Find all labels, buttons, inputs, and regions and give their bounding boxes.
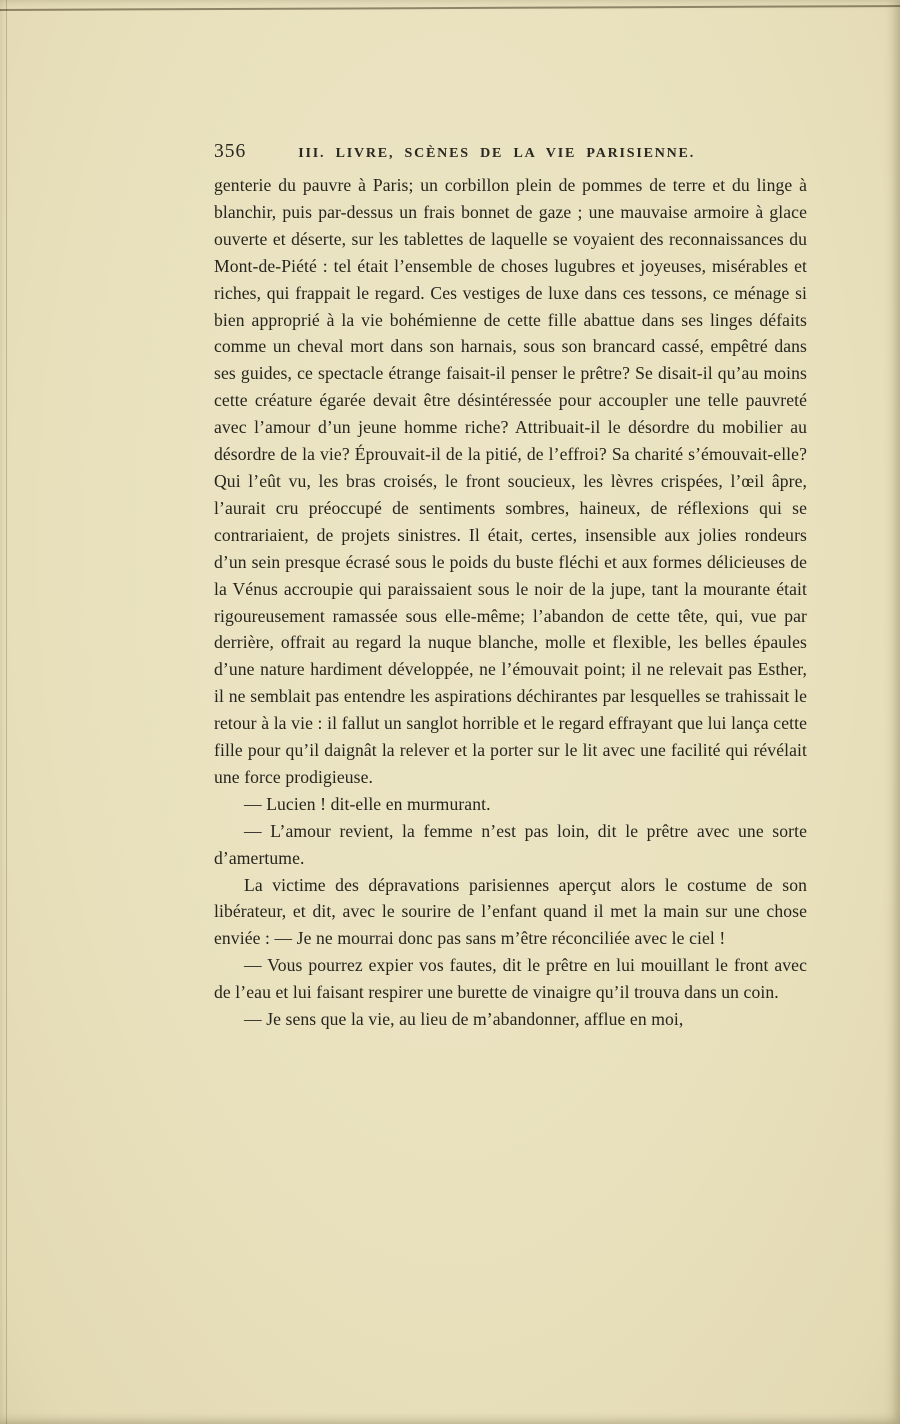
page-number: 356 (214, 141, 247, 162)
paragraph-victime: La victime des dépravations parisiennes aperçut alors le costume de son libérateur, et dit, avec le sourire de l’enfant quand il met la main sur une chose enviée : — Je ne mourrai donc pas sans m’être réconciliée avec le ciel ! (214, 874, 807, 949)
scan-edge-artifact-top (0, 5, 900, 11)
body-text (214, 172, 807, 1033)
paragraph-dialogue-pretre: — L’amour revient, la femme n’est pas loin, dit le prêtre avec une sorte d’amertume. (214, 820, 807, 868)
paragraph-dialogue-lucien: — Lucien ! dit-elle en murmurant. (244, 793, 491, 814)
scan-edge-artifact-left (6, 0, 7, 1424)
running-title: III. LIVRE, SCÈNES DE LA VIE PARISIENNE. (298, 146, 695, 161)
page-content (214, 141, 807, 1033)
paragraph-je-sens: — Je sens que la vie, au lieu de m’abandonner, afflue en moi, (244, 1009, 684, 1030)
paragraph-expier: — Vous pourrez expier vos fautes, dit le prêtre en lui mouillant le front avec de l’eau et lui faisant respirer une burette de vinaigre qu’il trouva dans un coin. (214, 955, 807, 1003)
page-header (214, 141, 807, 163)
paragraph-continuation: genterie du pauvre à Paris; un corbillon plein de pommes de terre et du linge à blanchir, puis par-dessus un frais bonnet de gaze ; une mauvaise armoire à glace ouverte et déserte, sur les tablettes de laquelle se voyaient des reconnaissances du Mont-de-Piété : tel était l’ensemble de choses lugubres et joyeuses, misérables et riches, qui frappait le regard. Ces vestiges de luxe dans ces tessons, ce ménage si bien approprié à la vie bohémienne de cette fille abattue dans ses linges défaits comme un cheval mort dans son harnais, sous son brancard cassé, empêtré dans ses guides, ce spectacle étrange faisait-il penser le prêtre? Se disait-il qu’au moins cette créature égarée devait être désintéressée pour accoupler une telle pauvreté avec l’amour d’un jeune homme riche? Attribuait-il le désordre du mobilier au désordre de la vie? Éprouvait-il de la pitié, de l’effroi? Sa charité s’émouvait-elle? Qui l’eût vu, les bras croisés, le front soucieux, les lèvres crispées, l’œil âpre, l’aurait cru préoccupé de sentiments sombres, haineux, de réflexions qui se contrariaient, de projets sinistres. Il était, certes, insensible aux jolies rondeurs d’un sein presque écrasé sous le poids du buste fléchi et aux formes délicieuses de la Vénus accroupie qui paraissaient sous le noir de la jupe, tant la mourante était rigoureusement ramassée sous elle-même; l’abandon de cette tête, qui, vue par derrière, offrait au regard la nuque blanche, molle et flexible, les belles épaules d’une nature hardiment développée, ne l’émouvait point; il ne relevait pas Esther, il ne semblait pas entendre les aspirations déchirantes par lesquelles se trahissait le retour à la vie : il fallut un sanglot horrible et le regard effrayant que lui lança cette fille pour qu’il daignât la relever et la porter sur le lit avec une facilité qui révélait une force prodigieuse. (214, 175, 807, 787)
